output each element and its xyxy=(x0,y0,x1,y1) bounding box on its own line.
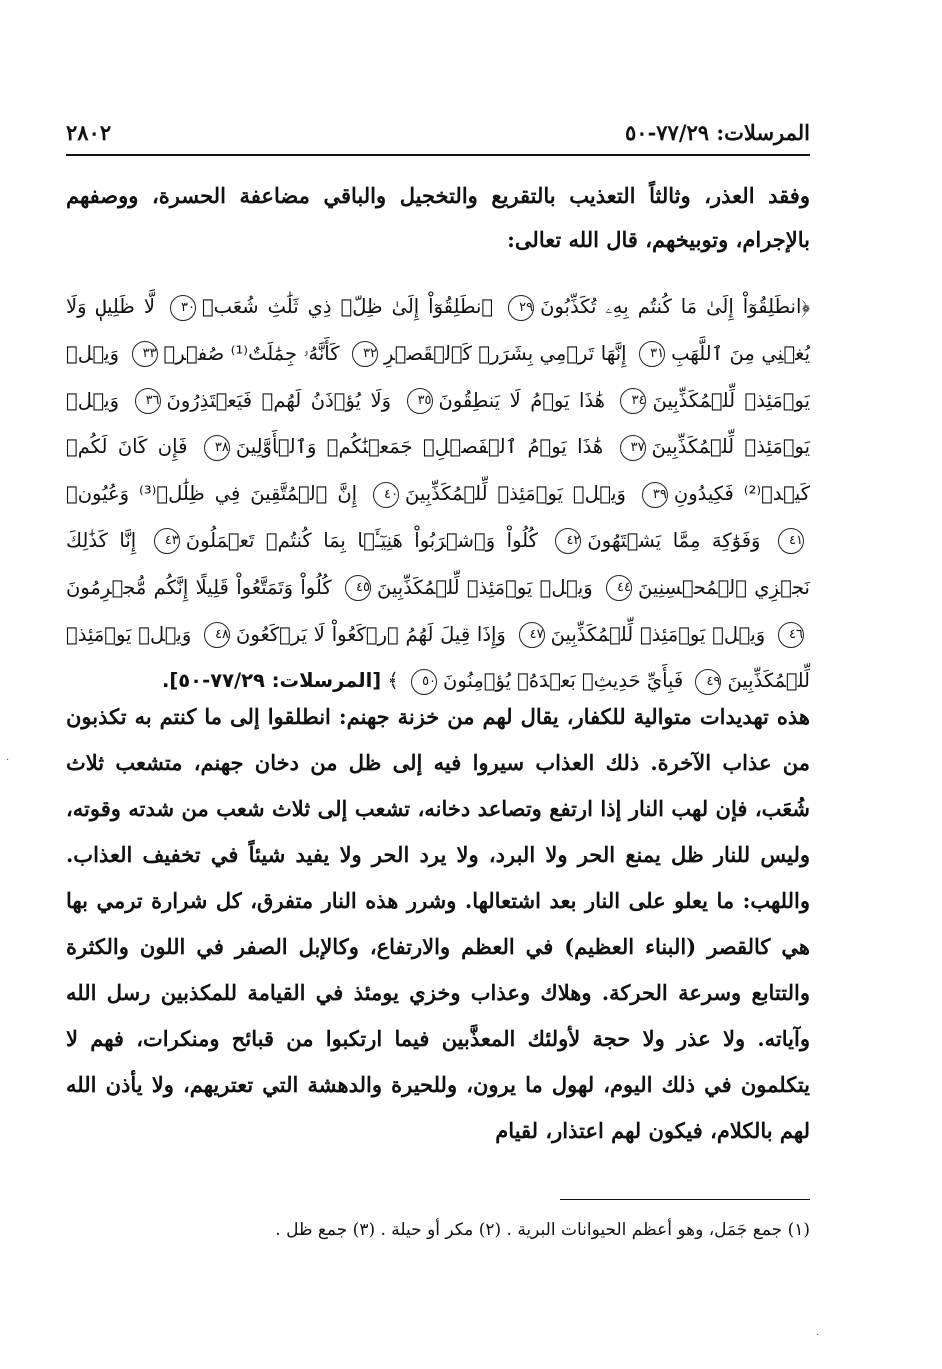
verse-number-marker: ٣٦ xyxy=(135,388,161,414)
footnote-divider xyxy=(560,1199,810,1200)
verse-text: وَيۡلٞ يَوۡمَئِذٖ لِّلۡمُكَذِّبِينَ xyxy=(377,575,593,599)
verse-number-marker: ٤٥ xyxy=(345,575,371,601)
scan-speck: · xyxy=(6,755,10,766)
verse-text: ٱنطَلِقُوٓاْ إِلَىٰ ظِلّٖ ذِي ثَلَٰثِ شُعَبٖ xyxy=(201,295,494,318)
verse-number-marker: ٤٢ xyxy=(555,528,581,554)
verse-number-marker: ٤٤ xyxy=(606,575,632,601)
verse-number-marker: ٣٧ xyxy=(620,435,646,461)
verse-text: إِنَّا كَذَٰلِكَ نَجۡزِي ٱلۡمُحۡسِنِينَ xyxy=(66,528,810,599)
verse-number-marker: ٤١ xyxy=(778,528,804,554)
scan-speck: · xyxy=(816,1330,820,1341)
page-header xyxy=(66,112,810,152)
verse-number-marker: ٣٣ xyxy=(132,341,158,367)
verse-text: إِنَّ ٱلۡمُتَّقِينَ فِي ظِلَٰلٖ⁽³⁾ وَعُيُونٖ xyxy=(66,482,358,506)
verse-number-marker: ٣٤ xyxy=(620,388,646,414)
tafsir-paragraph: هذه تهديدات متوالية للكفار، يقال لهم من خزنة جهنم: انطلقوا إلى ما كنتم به تكذبون من عذاب الآخرة. ذلك العذاب سيروا فيه إلى ظل من دخان جهنم، متشعب ثلاث شُعَب، فإن لهب النار إذا ارتفع وتصاعد دخانه، تشعب إلى ثلاث شعب من شدته وقوته، وليس للنار ظل يمنع الحر ولا البرد، ولا يرد الحر ولا يفيد شيئاً في تخفيف العذاب. واللهب: ما يعلو على النار بعد اشتعالها. وشرر هذه النار متفرق، كل شرارة ترمي بها هي كالقصر (البناء العظيم) في العظم والارتفاع، وكالإبل الصفر في اللون والكثرة والتتابع وسرعة الحركة. وهلاك وعذاب وخزي يومئذ في القيامة للمكذبين رسل الله وآياته. ولا عذر ولا حجة لأولئك المعذَّبين فيما ارتكبوا من قبائح ومنكرات، فهم لا يتكلمون في ذلك اليوم، لهول ما يرون، وللحيرة والدهشة التي تعتريهم، ولا يأذن الله لهم بالكلام، فيكون لهم اعتذار، لقيام xyxy=(66,704,810,1143)
verse-number-marker: ٥٠ xyxy=(411,669,437,695)
verse-text: وَيۡلٞ يَوۡمَئِذٖ لِّلۡمُكَذِّبِينَ xyxy=(66,388,811,459)
verse-text: وَيۡلٞ يَوۡمَئِذٖ لِّلۡمُكَذِّبِينَ xyxy=(550,622,766,646)
verse-text: وَيۡلٞ يَوۡمَئِذٖ لِّلۡمُكَذِّبِينَ xyxy=(405,482,626,506)
verse-number-marker: ٤٩ xyxy=(695,669,721,695)
verse-number-marker: ٤٦ xyxy=(778,622,804,648)
verse-text: وَفَوَٰكِهَ مِمَّا يَشۡتَهُونَ xyxy=(587,528,761,552)
page-number: ٢٨٠٢ xyxy=(66,119,112,145)
verse-number-marker: ٤٣ xyxy=(154,528,180,554)
verse-text: وَيۡلٞ يَوۡمَئِذٖ لِّلۡمُكَذِّبِينَ xyxy=(66,622,810,693)
verse-number-marker: ٣١ xyxy=(639,341,665,367)
verse-text: انطَلِقُوٓاْ إِلَىٰ مَا كُنتُم بِهِۦ تُكَذِّبُونَ xyxy=(540,295,802,318)
verse-text: وَلَا يُؤۡذَنُ لَهُمۡ فَيَعۡتَذِرُونَ xyxy=(166,388,392,412)
verse-text: هَٰذَا يَوۡمُ لَا يَنطِقُونَ xyxy=(438,388,605,412)
verse-open-bracket: ﴿ xyxy=(801,295,811,318)
verse-text: وَيۡلٞ يَوۡمَئِذٖ لِّلۡمُكَذِّبِينَ xyxy=(66,341,810,412)
verse-reference: [المرسلات: ٧٧/٢٩-٥٠]. xyxy=(161,669,382,693)
verse-number-marker: ٣٩ xyxy=(642,482,668,508)
verse-number-marker: ٤٧ xyxy=(519,622,545,648)
verse-number-marker: ٣٥ xyxy=(407,388,433,414)
verse-number-marker: ٣٨ xyxy=(204,435,230,461)
verse-close-bracket: ﴾ xyxy=(381,669,399,693)
verse-text: كُلُواْ وَٱشۡرَبُواْ هَنِيٓـَٔۢا بِمَا كُنتُمۡ تَعۡمَلُونَ xyxy=(185,528,538,552)
verse-text: كُلُواْ وَتَمَتَّعُواْ قَلِيلًا إِنَّكُم مُّجۡرِمُونَ xyxy=(66,575,332,599)
verse-number-marker: ٤٠ xyxy=(373,482,399,508)
verse-text: فَبِأَيِّ حَدِيثِۭ بَعۡدَهُۥ يُؤۡمِنُونَ xyxy=(443,669,684,693)
verse-number-marker: ٢٩ xyxy=(508,295,534,321)
verse-text: وَإِذَا قِيلَ لَهُمُ ٱرۡكَعُواْ لَا يَرۡكَعُونَ xyxy=(236,622,506,646)
verse-number-marker: ٣٢ xyxy=(352,341,378,367)
footnotes: (١) جمع جَمَل، وهو أعظم الحيوانات البرية . (٢) مكر أو حيلة . (٣) جمع ظل . xyxy=(275,1220,810,1240)
verse-text: كَأَنَّهُۥ جِمَٰلَتٌ⁽¹⁾ صُفۡرٞ xyxy=(163,341,340,365)
quran-verses xyxy=(66,284,810,705)
verse-text: فَإِن كَانَ لَكُمۡ كَيۡدٞ⁽²⁾ فَكِيدُونِ xyxy=(66,435,810,506)
surah-reference: المرسلات: ٧٧/٢٩-٥٠ xyxy=(625,119,810,145)
verse-number-marker: ٣٠ xyxy=(170,295,196,321)
verse-text: هَٰذَا يَوۡمُ ٱلۡفَصۡلِۖ جَمَعۡنَٰكُمۡ وَٱلۡأَوَّلِينَ xyxy=(235,435,604,459)
header-divider xyxy=(66,154,810,156)
intro-paragraph: وفقد العذر، وثالثاً التعذيب بالتقريع والتخجيل والباقي مضاعفة الحسرة، ووصفهم بالإجرام، وتوبيخهم، قال الله تعالى: xyxy=(66,183,810,252)
verse-text: إِنَّهَا تَرۡمِي بِشَرَرٖ كَٱلۡقَصۡرِ xyxy=(384,341,627,365)
verse-text: لَّا ظَلِيلٖ وَلَا يُغۡنِي مِنَ ٱللَّهَبِ xyxy=(66,295,811,365)
verse-number-marker: ٤٨ xyxy=(204,622,230,648)
